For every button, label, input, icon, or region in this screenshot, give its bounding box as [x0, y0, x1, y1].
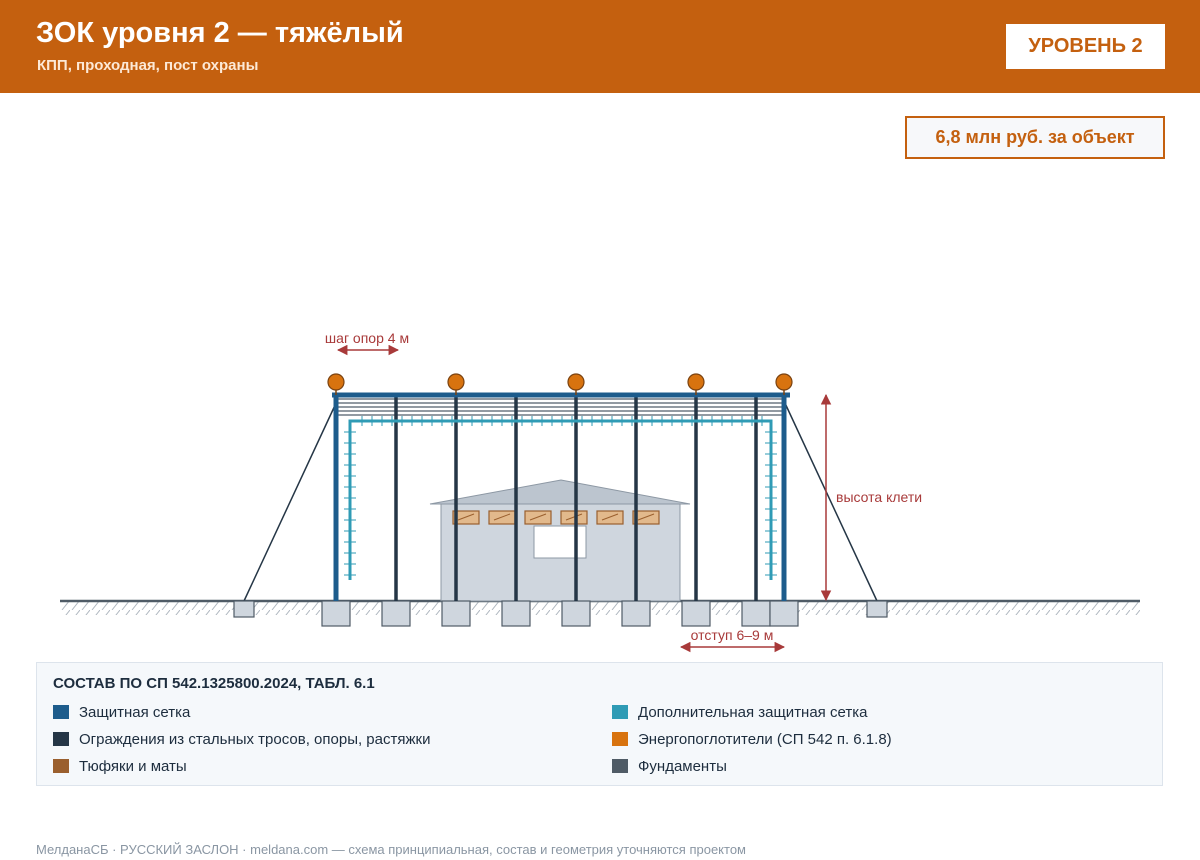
offset-label: отступ 6–9 м [690, 627, 774, 643]
foundation-block [502, 601, 530, 626]
legend-title: СОСТАВ ПО СП 542.1325800.2024, ТАБЛ. 6.1 [53, 675, 375, 692]
height-label: высота клети [836, 489, 923, 505]
legend-label: Тюфяки и маты [79, 757, 187, 775]
building-window [534, 526, 586, 558]
anchor-foundation [867, 601, 887, 617]
ground-hatch [60, 601, 1140, 615]
legend-swatch [53, 759, 69, 773]
foundation-block [770, 601, 798, 626]
foundation-block [562, 601, 590, 626]
legend-label: Ограждения из стальных тросов, опоры, растяжки [79, 730, 431, 748]
page-title: ЗОК уровня 2 — тяжёлый [36, 17, 404, 49]
steel-cables [338, 399, 782, 415]
legend-swatch [612, 759, 628, 773]
foundation-block [382, 601, 410, 626]
foundation-block [622, 601, 650, 626]
legend-item [612, 703, 867, 721]
legend-swatch [612, 705, 628, 719]
energy-absorber [688, 374, 704, 390]
price-badge: 6,8 млн руб. за объект [905, 116, 1165, 159]
energy-absorber [448, 374, 464, 390]
footer-note: МелданаСБ · РУССКИЙ ЗАСЛОН · meldana.com — схема принципиальная, состав и геометрия уточняются проектом [36, 842, 746, 857]
building-roof [430, 480, 690, 504]
foundation-block [682, 601, 710, 626]
legend-swatch [612, 732, 628, 746]
span-label: шаг опор 4 м [324, 330, 410, 346]
legend-swatch [53, 705, 69, 719]
legend-label: Защитная сетка [79, 703, 191, 721]
foundation-block [322, 601, 350, 626]
energy-absorber [328, 374, 344, 390]
legend-item [53, 730, 430, 748]
anchor-foundation [234, 601, 254, 617]
legend-item [612, 757, 727, 775]
level-badge: УРОВЕНЬ 2 [1006, 24, 1165, 69]
energy-absorber [568, 374, 584, 390]
legend-item [53, 757, 187, 775]
legend-item [53, 703, 190, 721]
legend-label: Энергопоглотители (СП 542 п. 6.1.8) [638, 730, 892, 748]
guy-wire-left [244, 401, 337, 601]
foundation-block [742, 601, 770, 626]
foundation-block [442, 601, 470, 626]
page-subtitle: КПП, проходная, пост охраны [37, 57, 259, 74]
energy-absorbers-group [328, 374, 792, 395]
guardhouse-building [430, 480, 690, 601]
legend-label: Дополнительная защитная сетка [638, 703, 868, 721]
legend-item [612, 730, 892, 748]
legend-panel [36, 662, 1163, 786]
legend-swatch [53, 732, 69, 746]
legend-label: Фундаменты [638, 757, 727, 775]
energy-absorber [776, 374, 792, 390]
